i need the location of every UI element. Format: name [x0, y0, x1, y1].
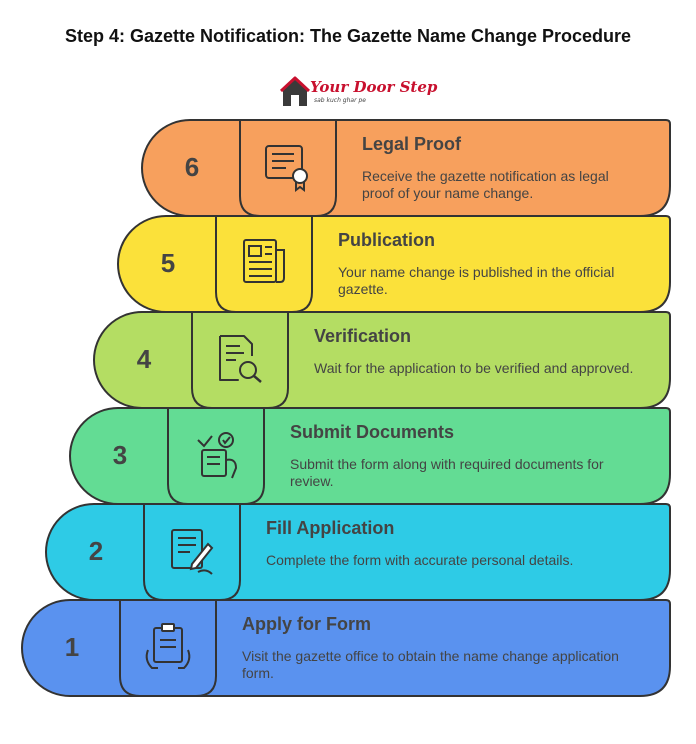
- step-number: 1: [64, 632, 80, 662]
- logo-tagline: sab kuch ghar pe: [314, 97, 366, 104]
- logo-name: Your Door Step: [310, 78, 438, 96]
- step-title: Publication: [338, 230, 436, 250]
- page-title: Step 4: Gazette Notification: The Gazette Name Change Procedure: [64, 26, 632, 46]
- step-number: 2: [88, 536, 104, 566]
- step-number: 5: [160, 248, 176, 278]
- step-title: Apply for Form: [242, 614, 371, 634]
- step-title: Legal Proof: [362, 134, 462, 154]
- step-description: Visit the gazette office to obtain the name change application form.: [242, 648, 619, 681]
- step-title: Submit Documents: [290, 422, 455, 442]
- step-description: Wait for the application to be verified and approved.: [314, 360, 634, 376]
- step-description: Receive the gazette notification as legal proof of your name change.: [362, 168, 609, 201]
- step-description: Submit the form along with required documents for review.: [290, 456, 604, 489]
- step-title: Fill Application: [266, 518, 395, 538]
- step-number: 6: [184, 152, 200, 182]
- step-description: Your name change is published in the official gazette.: [338, 264, 615, 297]
- step-number: 4: [136, 344, 152, 374]
- step-description: Complete the form with accurate personal details.: [266, 552, 574, 568]
- step-number: 3: [112, 440, 128, 470]
- step-title: Verification: [314, 326, 412, 346]
